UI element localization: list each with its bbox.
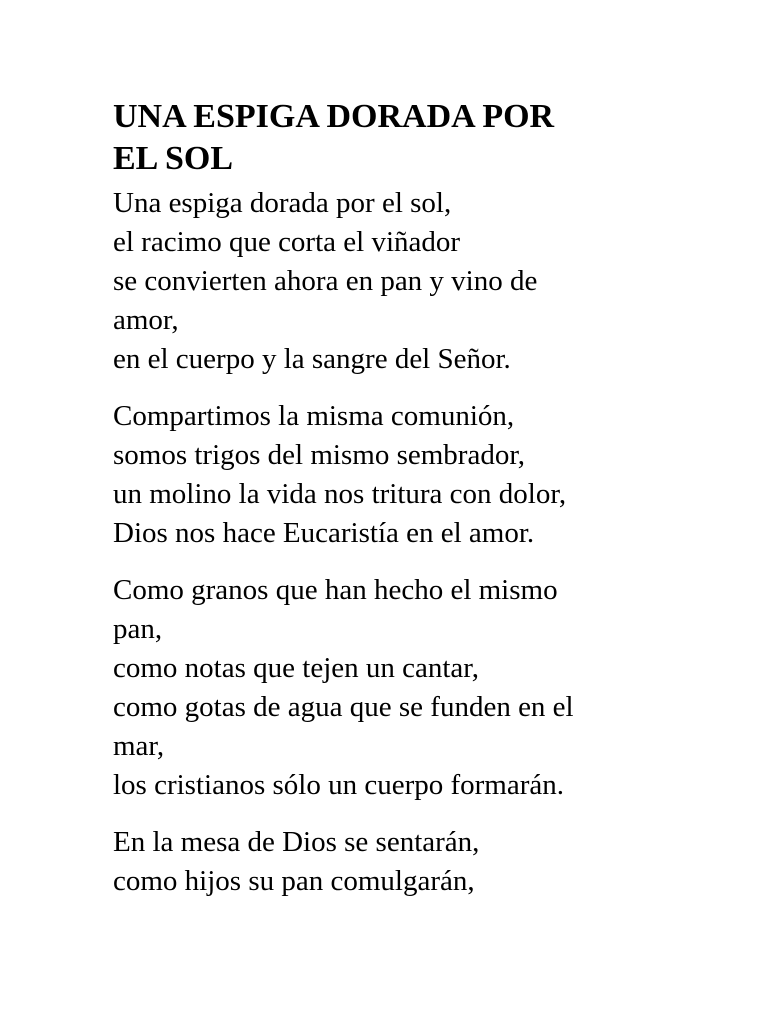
verse-line: amor, — [113, 304, 179, 336]
verse-line: como notas que tejen un cantar, — [113, 652, 480, 684]
verse-line: Dios nos hace Eucaristía en el amor. — [113, 517, 535, 549]
verse-line: un molino la vida nos tritura con dolor, — [113, 478, 567, 510]
stanza-2 — [113, 397, 653, 553]
title-line: EL SOL — [113, 140, 234, 177]
verse-line: En la mesa de Dios se sentarán, — [113, 826, 480, 858]
verse-line: se convierten ahora en pan y vino de — [113, 265, 538, 297]
stanza-4 — [113, 823, 653, 901]
verse-line: como hijos su pan comulgarán, — [113, 865, 475, 897]
verse-line: Una espiga dorada por el sol, — [113, 187, 452, 219]
verse-line: como gotas de agua que se funden en el — [113, 691, 574, 723]
stanza-1 — [113, 184, 653, 379]
title-line: UNA ESPIGA DORADA POR — [113, 98, 555, 135]
verse-line: somos trigos del mismo sembrador, — [113, 439, 526, 471]
stanza-3 — [113, 571, 653, 805]
verse-line: en el cuerpo y la sangre del Señor. — [113, 343, 511, 375]
verse-line: Como granos que han hecho el mismo — [113, 574, 558, 606]
document-page — [113, 96, 653, 919]
verse-line: pan, — [113, 613, 163, 645]
verse-line: el racimo que corta el viñador — [113, 226, 461, 258]
song-title — [113, 96, 653, 180]
verse-line: los cristianos sólo un cuerpo formarán. — [113, 769, 565, 801]
verse-line: Compartimos la misma comunión, — [113, 400, 515, 432]
verse-line: mar, — [113, 730, 165, 762]
